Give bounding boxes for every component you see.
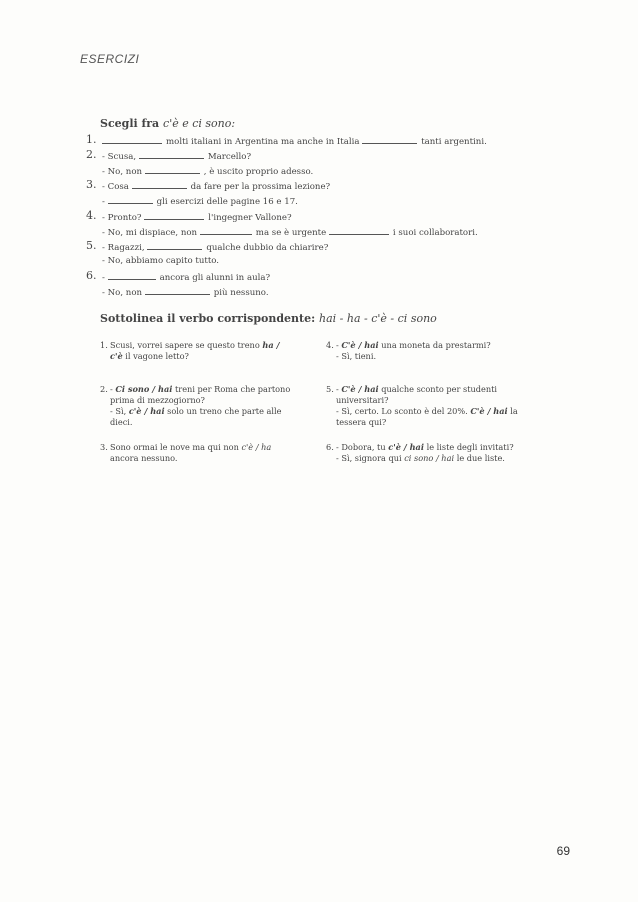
- line-prefix: - No, abbiamo capito tutto.: [102, 256, 220, 266]
- exercise-number: 6.: [326, 442, 334, 452]
- exercise-number: 5.: [86, 239, 97, 252]
- line-prefix: -: [102, 197, 108, 207]
- exercise-fragment: una moneta da prestarmi?: [378, 340, 491, 350]
- line-text: molti italiani in Argentina ma anche in Italia: [166, 137, 363, 147]
- fill-in-blank[interactable]: [145, 286, 210, 295]
- exercise-line: [102, 150, 251, 162]
- exercise-fragment: - Sì, signora qui: [336, 453, 405, 463]
- exercise-line: [102, 165, 313, 177]
- verb-choice[interactable]: C'è / hai: [341, 340, 379, 350]
- exercise-number: 2.: [100, 384, 108, 394]
- line-text: l'ingegner Vallone?: [208, 213, 292, 223]
- exercise-fragment: ancora nessuno.: [110, 453, 178, 463]
- page-number: 69: [556, 844, 570, 858]
- page-heading: ESERCIZI: [80, 52, 140, 66]
- exercise-fragment: -: [110, 384, 116, 394]
- line-prefix: -: [102, 273, 108, 283]
- exercise-fragment: le liste degli invitati?: [423, 442, 514, 452]
- section2-title-text: Sottolinea il verbo corrispondente:: [100, 312, 316, 325]
- exercise-number: 1.: [100, 340, 108, 350]
- verb-choice[interactable]: c'è / hai: [388, 442, 424, 452]
- section1-title-text: Scegli fra: [100, 117, 160, 130]
- section1-options: c'è e ci sono:: [163, 117, 236, 130]
- verb-choice[interactable]: Ci sono / hai: [115, 384, 173, 394]
- fill-in-blank[interactable]: [147, 241, 202, 250]
- fill-in-blank[interactable]: [102, 135, 162, 144]
- fill-in-blank[interactable]: [145, 165, 200, 174]
- fill-in-blank[interactable]: [139, 150, 204, 159]
- exercise-fragment: Sono ormai le nove ma qui non: [110, 442, 242, 452]
- exercise-line: [102, 180, 330, 192]
- line-text: ancora gli alunni in aula?: [159, 273, 271, 283]
- exercise-line: [102, 135, 487, 147]
- section2-options: hai - ha - c'è - ci sono: [319, 312, 437, 325]
- line-text: , è uscito proprio adesso.: [203, 167, 314, 177]
- exercise-fragment: qualche sconto per studenti universitari?: [336, 384, 498, 405]
- exercise-line: [102, 195, 298, 207]
- exercise-fragment: -: [336, 384, 342, 394]
- exercise-text: [336, 340, 521, 362]
- exercise-line: [102, 271, 270, 283]
- exercise-fragment: treni per Roma che partono prima di mezzogiorno?: [110, 384, 291, 405]
- exercise-fragment: - Sì, certo. Lo sconto è del 20%.: [336, 406, 471, 416]
- fill-in-blank[interactable]: [108, 195, 153, 204]
- exercise-number: 3.: [100, 442, 108, 452]
- exercise-number: 4.: [326, 340, 334, 350]
- line-text: da fare per la prossima lezione?: [190, 182, 331, 192]
- exercise-fragment: - Dobora, tu: [336, 442, 389, 452]
- line-prefix: - Cosa: [102, 182, 132, 192]
- line-text-continued: i suoi collaboratori.: [392, 228, 478, 238]
- verb-choice[interactable]: ci sono / hai: [404, 453, 455, 463]
- fill-in-blank[interactable]: [144, 211, 204, 220]
- line-text: Marcello?: [207, 152, 252, 162]
- fill-in-blank[interactable]: [132, 180, 187, 189]
- exercise-text: [336, 442, 521, 464]
- exercise-text: [336, 384, 521, 428]
- exercise-fragment: Scusi, vorrei sapere se questo treno: [110, 340, 263, 350]
- line-prefix: - No, non: [102, 288, 145, 298]
- exercise-fragment: - Sì, tieni.: [336, 351, 377, 361]
- line-text-continued: tanti argentini.: [421, 137, 487, 147]
- exercise-number: 3.: [86, 178, 97, 191]
- line-text: qualche dubbio da chiarire?: [206, 243, 329, 253]
- verb-choice[interactable]: c'è / hai: [128, 406, 165, 416]
- exercise-line: [102, 211, 292, 223]
- exercise-fragment: la tessera qui?: [336, 406, 518, 427]
- exercise-text: [110, 442, 295, 464]
- line-text: gli esercizi delle pagine 16 e 17.: [156, 197, 298, 207]
- line-prefix: - Scusa,: [102, 152, 139, 162]
- exercise-number: 1.: [86, 133, 97, 146]
- exercise-number: 2.: [86, 148, 97, 161]
- line-text: più nessuno.: [213, 288, 269, 298]
- line-text: ma se è urgente: [255, 228, 329, 238]
- exercise-text: [110, 384, 295, 428]
- line-prefix: - Ragazzi,: [102, 243, 148, 253]
- verb-choice[interactable]: c'è / ha: [241, 442, 272, 452]
- line-prefix: - Pronto?: [102, 213, 145, 223]
- exercise-text: [110, 340, 295, 362]
- fill-in-blank[interactable]: [362, 135, 417, 144]
- section2-title: [100, 312, 437, 325]
- fill-in-blank[interactable]: [200, 226, 252, 235]
- exercise-number: 5.: [326, 384, 334, 394]
- exercise-fragment: - Sì,: [110, 406, 129, 416]
- exercise-number: 4.: [86, 209, 97, 222]
- fill-in-blank[interactable]: [329, 226, 389, 235]
- exercise-fragment: le due liste.: [454, 453, 505, 463]
- verb-choice[interactable]: C'è / hai: [341, 384, 379, 394]
- exercise-fragment: -: [336, 340, 342, 350]
- section1-title: [100, 117, 235, 130]
- line-prefix: - No, mi dispiace, non: [102, 228, 200, 238]
- exercise-line: [102, 241, 328, 253]
- line-prefix: - No, non: [102, 167, 145, 177]
- exercise-number: 6.: [86, 269, 97, 282]
- exercise-fragment: il vagone letto?: [122, 351, 189, 361]
- verb-choice[interactable]: ha / c'è: [110, 340, 280, 361]
- exercise-line: [102, 286, 269, 298]
- fill-in-blank[interactable]: [108, 271, 156, 280]
- exercise-fragment: solo un treno che parte alle dieci.: [110, 406, 282, 427]
- exercise-line: [102, 256, 219, 266]
- exercise-line: [102, 226, 478, 238]
- verb-choice[interactable]: C'è / hai: [470, 406, 508, 416]
